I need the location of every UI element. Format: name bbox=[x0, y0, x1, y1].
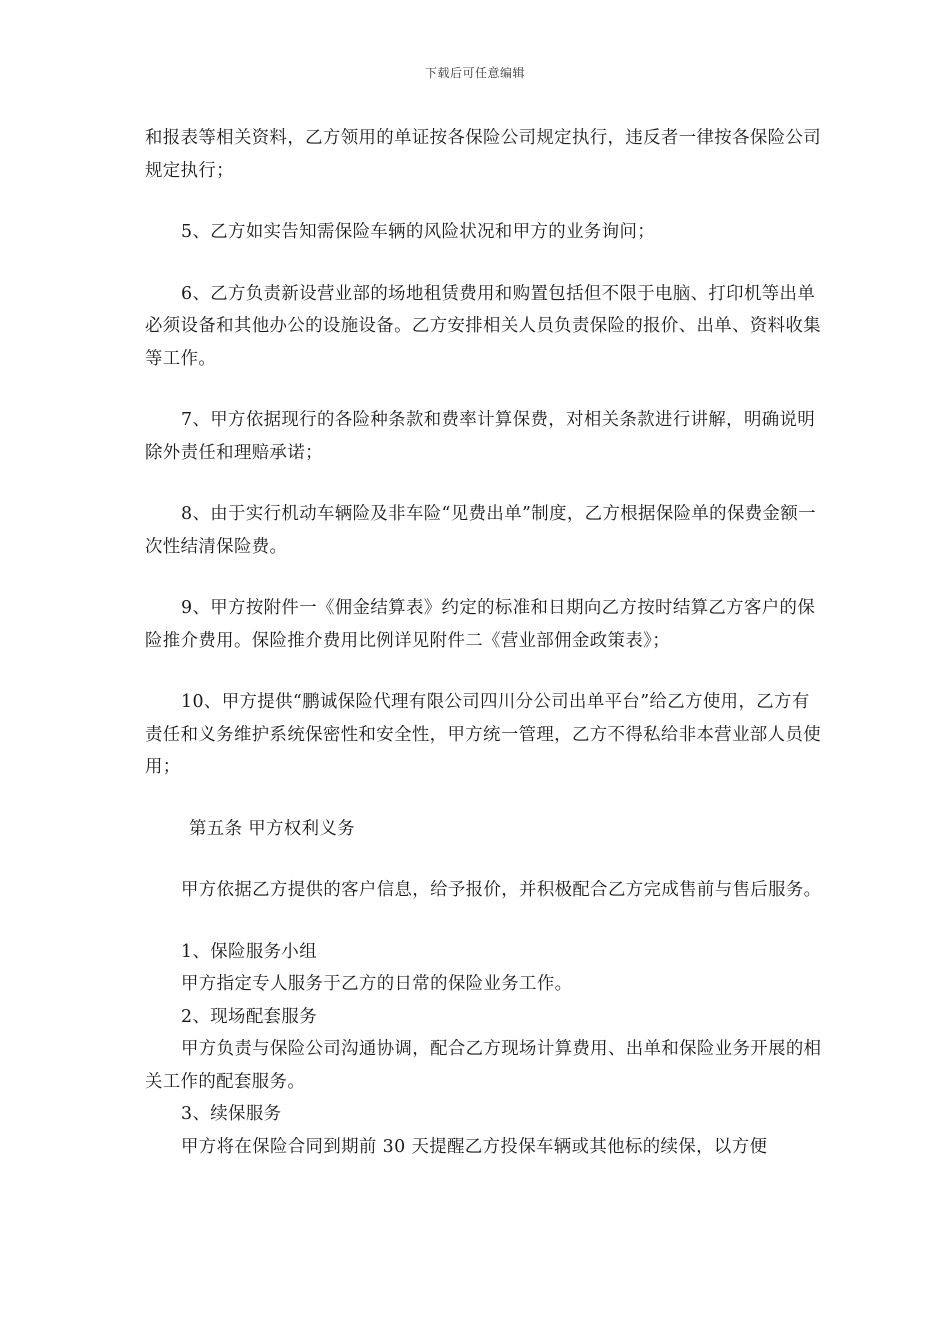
paragraph-clause-5: 5、乙方如实告知需保险车辆的风险状况和甲方的业务询问； bbox=[181, 222, 656, 242]
paragraph-continued: 和报表等相关资料，乙方领用的单证按各保险公司规定执行，违反者一律按各保险公司规定执行； bbox=[145, 128, 822, 181]
article-5-intro: 甲方依据乙方提供的客户信息，给予报价，并积极配合乙方完成售前与售后服务。 bbox=[181, 880, 822, 900]
paragraph-clause-9: 9、甲方按附件一《佣金结算表》约定的标准和日期向乙方按时结算乙方客户的保险推介费用。保险推介费用比例详见附件二《营业部佣金政策表》； bbox=[145, 598, 816, 651]
paragraph-clause-8: 8、由于实行机动车辆险及非车险“见费出单”制度，乙方根据保险单的保费金额一次性结清保险费。 bbox=[145, 504, 816, 557]
item-3-body: 甲方将在保险合同到期前 30 天提醒乙方投保车辆或其他标的续保，以方便 bbox=[181, 1136, 768, 1157]
article-5-heading: 第五条 甲方权利义务 bbox=[189, 818, 356, 839]
item-2-body: 甲方负责与保险公司沟通协调，配合乙方现场计算费用、出单和保险业务开展的相关工作的配套服务。 bbox=[145, 1039, 822, 1092]
paragraph-clause-6: 6、乙方负责新设营业部的场地租赁费用和购置包括但不限于电脑、打印机等出单必须设备和其他办公的设施设备。乙方安排相关人员负责保险的报价、出单、资料收集等工作。 bbox=[145, 283, 822, 369]
item-3-title: 3、续保服务 bbox=[181, 1104, 282, 1124]
paragraph-clause-7: 7、甲方依据现行的各险种条款和费率计算保费，对相关条款进行讲解，明确说明除外责任和理赔承诺； bbox=[145, 410, 816, 463]
item-1-body: 甲方指定专人服务于乙方的日常的保险业务工作。 bbox=[181, 974, 573, 994]
document-body bbox=[145, 122, 825, 1163]
header-note: 下载后可任意编辑 bbox=[424, 66, 525, 80]
item-1-title: 1、保险服务小组 bbox=[181, 941, 317, 962]
paragraph-clause-10: 10、甲方提供“鹏诚保险代理有限公司四川分公司出单平台”给乙方使用，乙方有责任和义务维护系统保密性和安全性，甲方统一管理，乙方不得私给非本营业部人员使用； bbox=[145, 692, 822, 777]
item-2-title: 2、现场配套服务 bbox=[181, 1006, 317, 1027]
